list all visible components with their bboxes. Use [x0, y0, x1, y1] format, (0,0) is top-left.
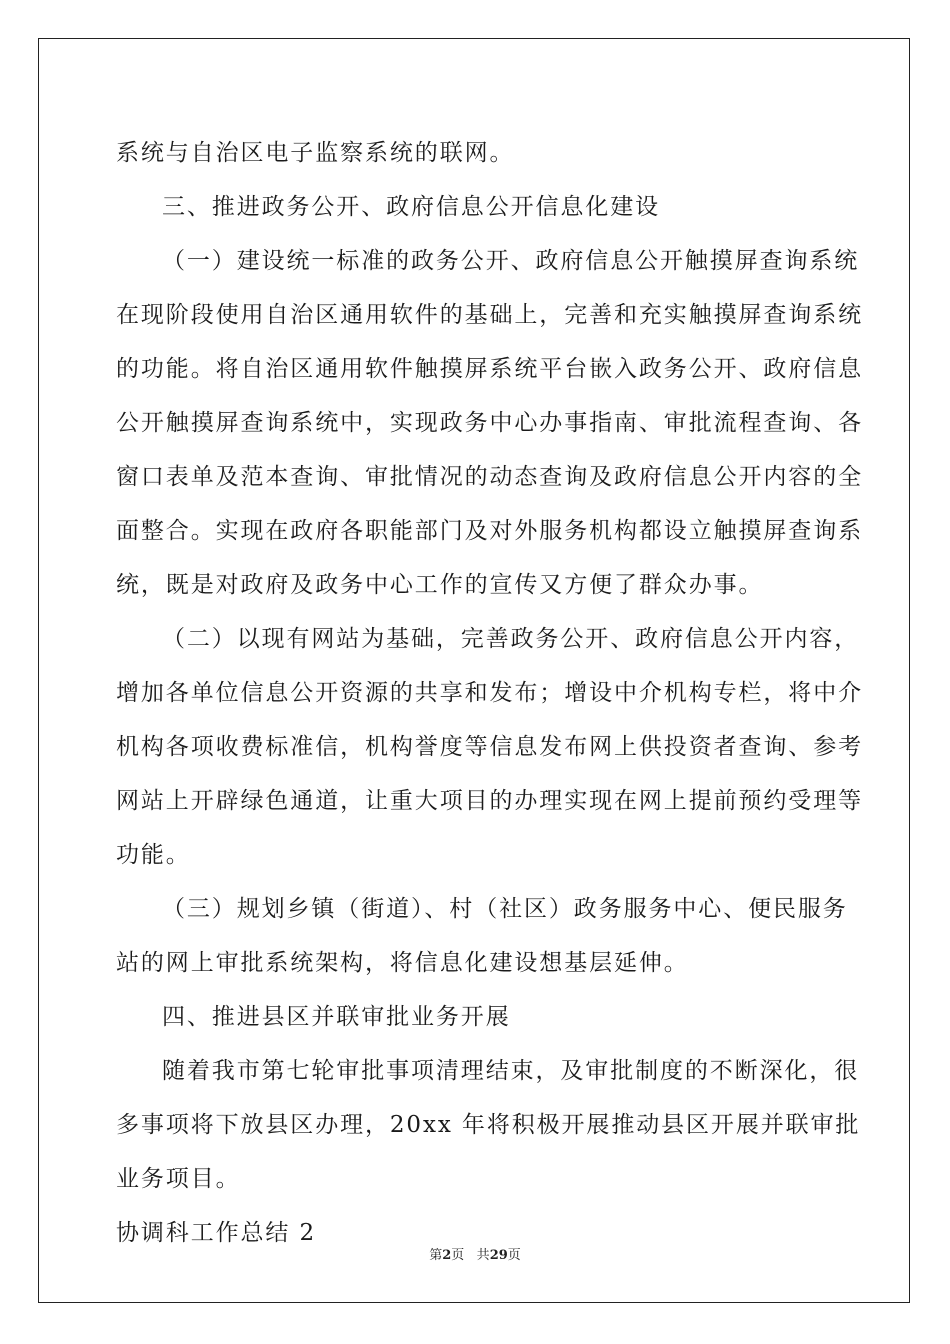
footer-total-prefix: 共 — [476, 1248, 490, 1263]
text-line: 面整合。实现在政府各职能部门及对外服务机构都设立触摸屏查询系 — [116, 518, 863, 544]
footer-total-suffix: 页 — [507, 1248, 521, 1263]
section-heading: 三、推进政务公开、政府信息公开信息化建设 — [162, 194, 660, 220]
text-line: 业务项目。 — [116, 1166, 241, 1192]
subsection-heading: （三）规划乡镇（街道）、村（社区）政务服务中心、便民服务 — [162, 896, 848, 922]
text-line: 网站上开辟绿色通道，让重大项目的办理实现在网上提前预约受理等 — [116, 788, 863, 814]
text-line: 多事项将下放县区办理，20xx 年将积极开展推动县区开展并联审批 — [116, 1112, 861, 1138]
footer-page-number: 2 — [442, 1248, 452, 1263]
document-title: 协调科工作总结 2 — [116, 1220, 317, 1246]
text-line: 系统与自治区电子监察系统的联网。 — [116, 140, 515, 166]
text-line: 统，既是对政府及政务中心工作的宣传又方便了群众办事。 — [116, 572, 764, 598]
footer-page-suffix: 页 — [451, 1248, 465, 1263]
text-line: 增加各单位信息公开资源的共享和发布；增设中介机构专栏，将中介 — [116, 680, 863, 706]
subsection-heading: （一）建设统一标准的政务公开、政府信息公开触摸屏查询系统 — [162, 248, 860, 274]
document-body — [116, 126, 863, 1260]
footer-total-pages: 29 — [489, 1248, 508, 1263]
text-line: 窗口表单及范本查询、审批情况的动态查询及政府信息公开内容的全 — [116, 464, 863, 490]
section-heading: 四、推进县区并联审批业务开展 — [162, 1004, 511, 1030]
text-line: 随着我市第七轮审批事项清理结束，及审批制度的不断深化，很 — [162, 1058, 860, 1084]
text-line: 在现阶段使用自治区通用软件的基础上，完善和充实触摸屏查询系统 — [116, 302, 863, 328]
text-line: 机构各项收费标准信，机构誉度等信息发布网上供投资者查询、参考 — [116, 734, 863, 760]
text-line: 站的网上审批系统架构，将信息化建设想基层延伸。 — [116, 950, 689, 976]
text-line: 功能。 — [116, 842, 191, 868]
text-line: 的功能。将自治区通用软件触摸屏系统平台嵌入政务公开、政府信息 — [116, 356, 863, 382]
subsection-heading: （二）以现有网站为基础，完善政务公开、政府信息公开内容， — [162, 626, 860, 652]
text-line: 公开触摸屏查询系统中，实现政务中心办事指南、审批流程查询、各 — [116, 410, 863, 436]
footer-page-prefix: 第 — [429, 1248, 443, 1263]
page-footer — [0, 1246, 950, 1266]
